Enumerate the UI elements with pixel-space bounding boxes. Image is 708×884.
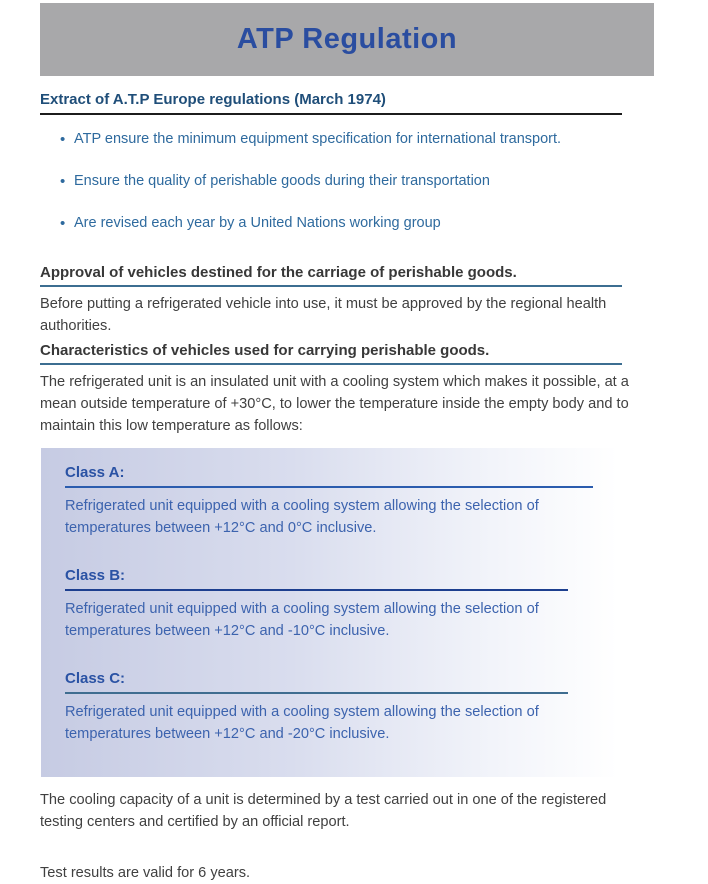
- class-b-label: Class B:: [65, 567, 568, 591]
- bullet-text: Ensure the quality of perishable goods during their transportation: [74, 173, 490, 189]
- class-c-section: [65, 670, 668, 745]
- page-title: ATP Regulation: [236, 23, 458, 55]
- list-item: [40, 216, 708, 231]
- cooling-capacity-paragraph: The cooling capacity of a unit is determined by a test carried out in one of the registered testing centers and certified by an official report.: [40, 792, 607, 830]
- class-a-section: [65, 464, 668, 539]
- bullet-icon: •: [60, 173, 66, 190]
- class-b-section: [65, 567, 668, 642]
- bullet-text: Are revised each year by a United Nations working group: [74, 215, 441, 231]
- list-item: [40, 174, 708, 189]
- title-banner: [40, 3, 654, 76]
- approval-paragraph: Before putting a refrigerated vehicle into use, it must be approved by the regional health authorities.: [40, 296, 607, 334]
- characteristics-heading: Characteristics of vehicles used for carrying perishable goods.: [40, 342, 622, 365]
- bullet-icon: •: [60, 215, 66, 232]
- bullet-text: ATP ensure the minimum equipment specification for international transport.: [74, 131, 562, 147]
- class-c-description: Refrigerated unit equipped with a cooling system allowing the selection of temperatures between +12°C and -20°C inclusive.: [65, 704, 539, 742]
- class-b-description: Refrigerated unit equipped with a cooling system allowing the selection of temperatures between +12°C and -10°C inclusive.: [65, 601, 539, 639]
- extract-heading: Extract of A.T.P Europe regulations (March 1974): [40, 91, 622, 115]
- approval-heading: Approval of vehicles destined for the carriage of perishable goods.: [40, 264, 622, 287]
- class-a-label: Class A:: [65, 464, 593, 488]
- bullet-icon: •: [60, 131, 66, 148]
- characteristics-paragraph: The refrigerated unit is an insulated unit with a cooling system which makes it possible, at a mean outside temperature of +30°C, to lower the temperature inside the empty body and to maintain this low temperature as follows:: [40, 374, 629, 434]
- class-c-label: Class C:: [65, 670, 568, 694]
- class-definitions-box: [41, 448, 668, 777]
- class-a-description: Refrigerated unit equipped with a cooling system allowing the selection of temperatures between +12°C and 0°C inclusive.: [65, 498, 539, 536]
- test-validity-paragraph: Test results are valid for 6 years.: [40, 865, 251, 881]
- list-item: [40, 132, 708, 147]
- bullet-list: [40, 132, 708, 231]
